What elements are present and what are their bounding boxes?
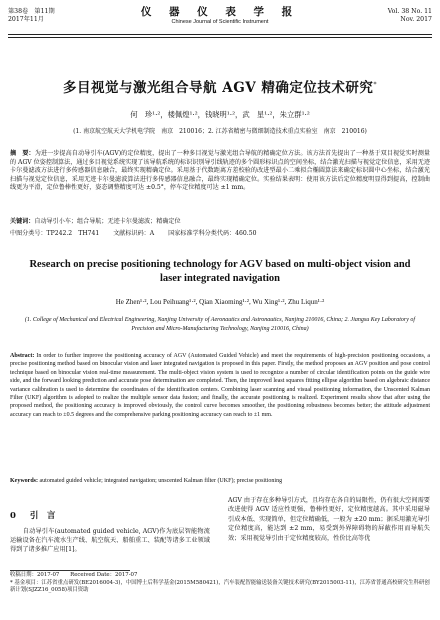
intro-paragraph-left: 自动导引车(automated guided vehicle, AGV)作为底层智能物流运输设备在汽车流水生产线、航空航天、船舶重工、装配等诸多工业领域得到了诸多推广应用[1]。 <box>10 528 210 553</box>
section-heading <box>10 512 210 521</box>
abstract-en-text: In order to further improve the positioning accuracy of AGV (Automated Guided Vehicle) and meet the requirements of high-precision positioning occasions, a precise positioning method based on binocular vision and laser integrated navigation is proposed in this paper. Firstly, the method proposes an AGV position and pose control technique based on binocular vision real-time measurement. The multi-object vision system is used to recognize a number of circular identification points on the guide wire side, and the forward looking prediction and accurate pose determination are completed. Then, the improved least squares fitting ellipse algorithm based on algebraic distance variance calibration is used to determine the coordinates of the identification centers. Combining laser scanning and visual positioning information, the Unscented Kalman Filter (UKF) algorithm is adopted to realize the multiple sensor data fusion; and finally, the accurate positioning is realized. Experiment results show that after using the proposed method, the positioning accuracy is improved obviously, the control curve becomes smoother, the positioning robustness becomes better; the attitude adjustment accuracy can reach to ±0.5 degrees and the comprehensive parking positioning accuracy can reach to ±1 mm. <box>10 353 430 418</box>
journal-header <box>8 6 432 32</box>
abstract-en-label: Abstract: <box>10 353 35 359</box>
keywords-cn-label: 关键词： <box>10 218 35 225</box>
left-column <box>10 500 210 554</box>
title-en: Research on precise positioning technology for AGV based on multi-object vision and laser integrated navigation <box>29 259 411 284</box>
section-title: 引 言 <box>29 511 56 521</box>
authors-en: He Zhen¹·², Lou Peihuang¹·², Qian Xiaoming¹·², Wu Xing¹·², Zhu Liqun¹·² <box>115 298 325 306</box>
title-cn-text: 多目视觉与激光组合导航 AGV 精确定位技术研究 <box>63 80 374 96</box>
journal-name-cn: 仪 器 仪 表 学 报 <box>140 6 300 18</box>
document-code: 文献标识码：A <box>113 230 155 237</box>
subject-code: 国家标准学科分类代码：460.50 <box>168 230 257 237</box>
header-right <box>388 8 432 24</box>
keywords-en <box>10 478 430 484</box>
authors-cn: 何 珍¹·²，楼佩煌¹·²，钱晓明¹·²，武 星¹·²，朱立群¹·² <box>130 110 310 119</box>
abstract-cn-label: 摘 要： <box>10 150 35 157</box>
abstract-cn <box>10 150 430 193</box>
keywords-cn <box>10 216 430 225</box>
affiliation-en: (1. College of Mechanical and Electrical Engineering, Nanjing University of Aeronautics and Astronautics, Nanjing 210016, China; 2. Jiangsu Key Laboratory of Precision and Micro-Manufacturing Technology, Nanjing 210016, China) <box>24 317 416 332</box>
issue-date: 2017年11月 <box>8 16 44 23</box>
classification-cn <box>10 228 430 237</box>
abstract-en <box>10 352 430 419</box>
volume-en: Vol. 38 No. 11 <box>387 8 432 15</box>
keywords-cn-text: 自动导引小车；组合导航；无迹卡尔曼滤波；精确定位 <box>34 218 181 225</box>
received-date: 收稿日期：2017-07 Received Date：2017-07 <box>10 572 138 578</box>
header-center <box>8 6 432 26</box>
right-column <box>228 496 430 543</box>
date-en: Nov. 2017 <box>400 16 432 23</box>
funding-note: * 基金项目：江苏省重点研发(BE2016004-3)，中国博士后科学基金(2015M580421)，汽车装配智能输送装备关键技术研究(BY2015003-11)，江苏省普通高校研究生科研创新计划(SJZZ16_0058)项目资助 <box>10 579 430 594</box>
journal-name-en: Chinese Journal of Scientific Instrument <box>171 19 269 25</box>
affiliation-cn: (1. 南京航空航天大学机电学院 南京 210016；2. 江苏省精密与微细制造技术重点实验室 南京 210016) <box>73 128 367 135</box>
section-number: 0 <box>10 511 16 521</box>
title-cn-mark: * <box>373 81 377 89</box>
footnotes <box>10 572 430 595</box>
keywords-en-text: automated guided vehicle; integrated navigation; unscented Kalman filter (UKF); precise positioning <box>39 478 283 484</box>
title-cn <box>0 76 440 96</box>
clc-number: 中图分类号：TP242.2 TH741 <box>10 230 100 237</box>
header-rule <box>8 34 432 35</box>
intro-paragraph-right: AGV 由于存在多种导引方式，且均存在各自的局限性，仍有很大空间需要改进使得 AGV 适应性更强，鲁棒性更好，定位精度越高。其中采用磁导引成本低、实现简单，但定位精确低，一般为 ±20 mm；据采用激光导引定位精度高，能达到 ±2 mm，易受到外界障碍物的屏蔽作用而导航失效；采用视觉导引由于定位精度较高，性价比高等优 <box>228 497 430 542</box>
keywords-en-label: Keywords: <box>10 478 38 484</box>
volume-issue: 第38卷 第11期 <box>8 8 55 15</box>
abstract-cn-text: 为进一步提高自动导引车(AGV)的定位精度，提出了一种多目视觉与激光组合导航的精确定位方法。该方法首先提出了一种基于双目视觉实时测量的 AGV 位姿控制算法，通过多目视觉系统实现了该导航系统的标识识别导引线轨迹的多个圆形标识点的空间坐标，结合激光扫描与视觉定位信息，采用无迹卡尔曼滤波方法进行多传感器信息融合，最终实现精确定位。采用基于代数距离方差校验的改进型最小二乘拟合椭圆算法来确定标识圆中心坐标，结合激光扫描与视觉定位信息，采用无迹卡尔曼滤波算法进行多传感器信息融合，最终实现精确定位。实验结果表明：使用该方法后定位精度明显得到提高，控制曲线更为平滑，定位鲁棒性更好，姿态调整精度可达 ±0.5°，停车定位精度可达 ±1 mm。 <box>10 150 430 192</box>
footnote-rule <box>10 570 130 571</box>
header-rule-2 <box>8 37 432 38</box>
